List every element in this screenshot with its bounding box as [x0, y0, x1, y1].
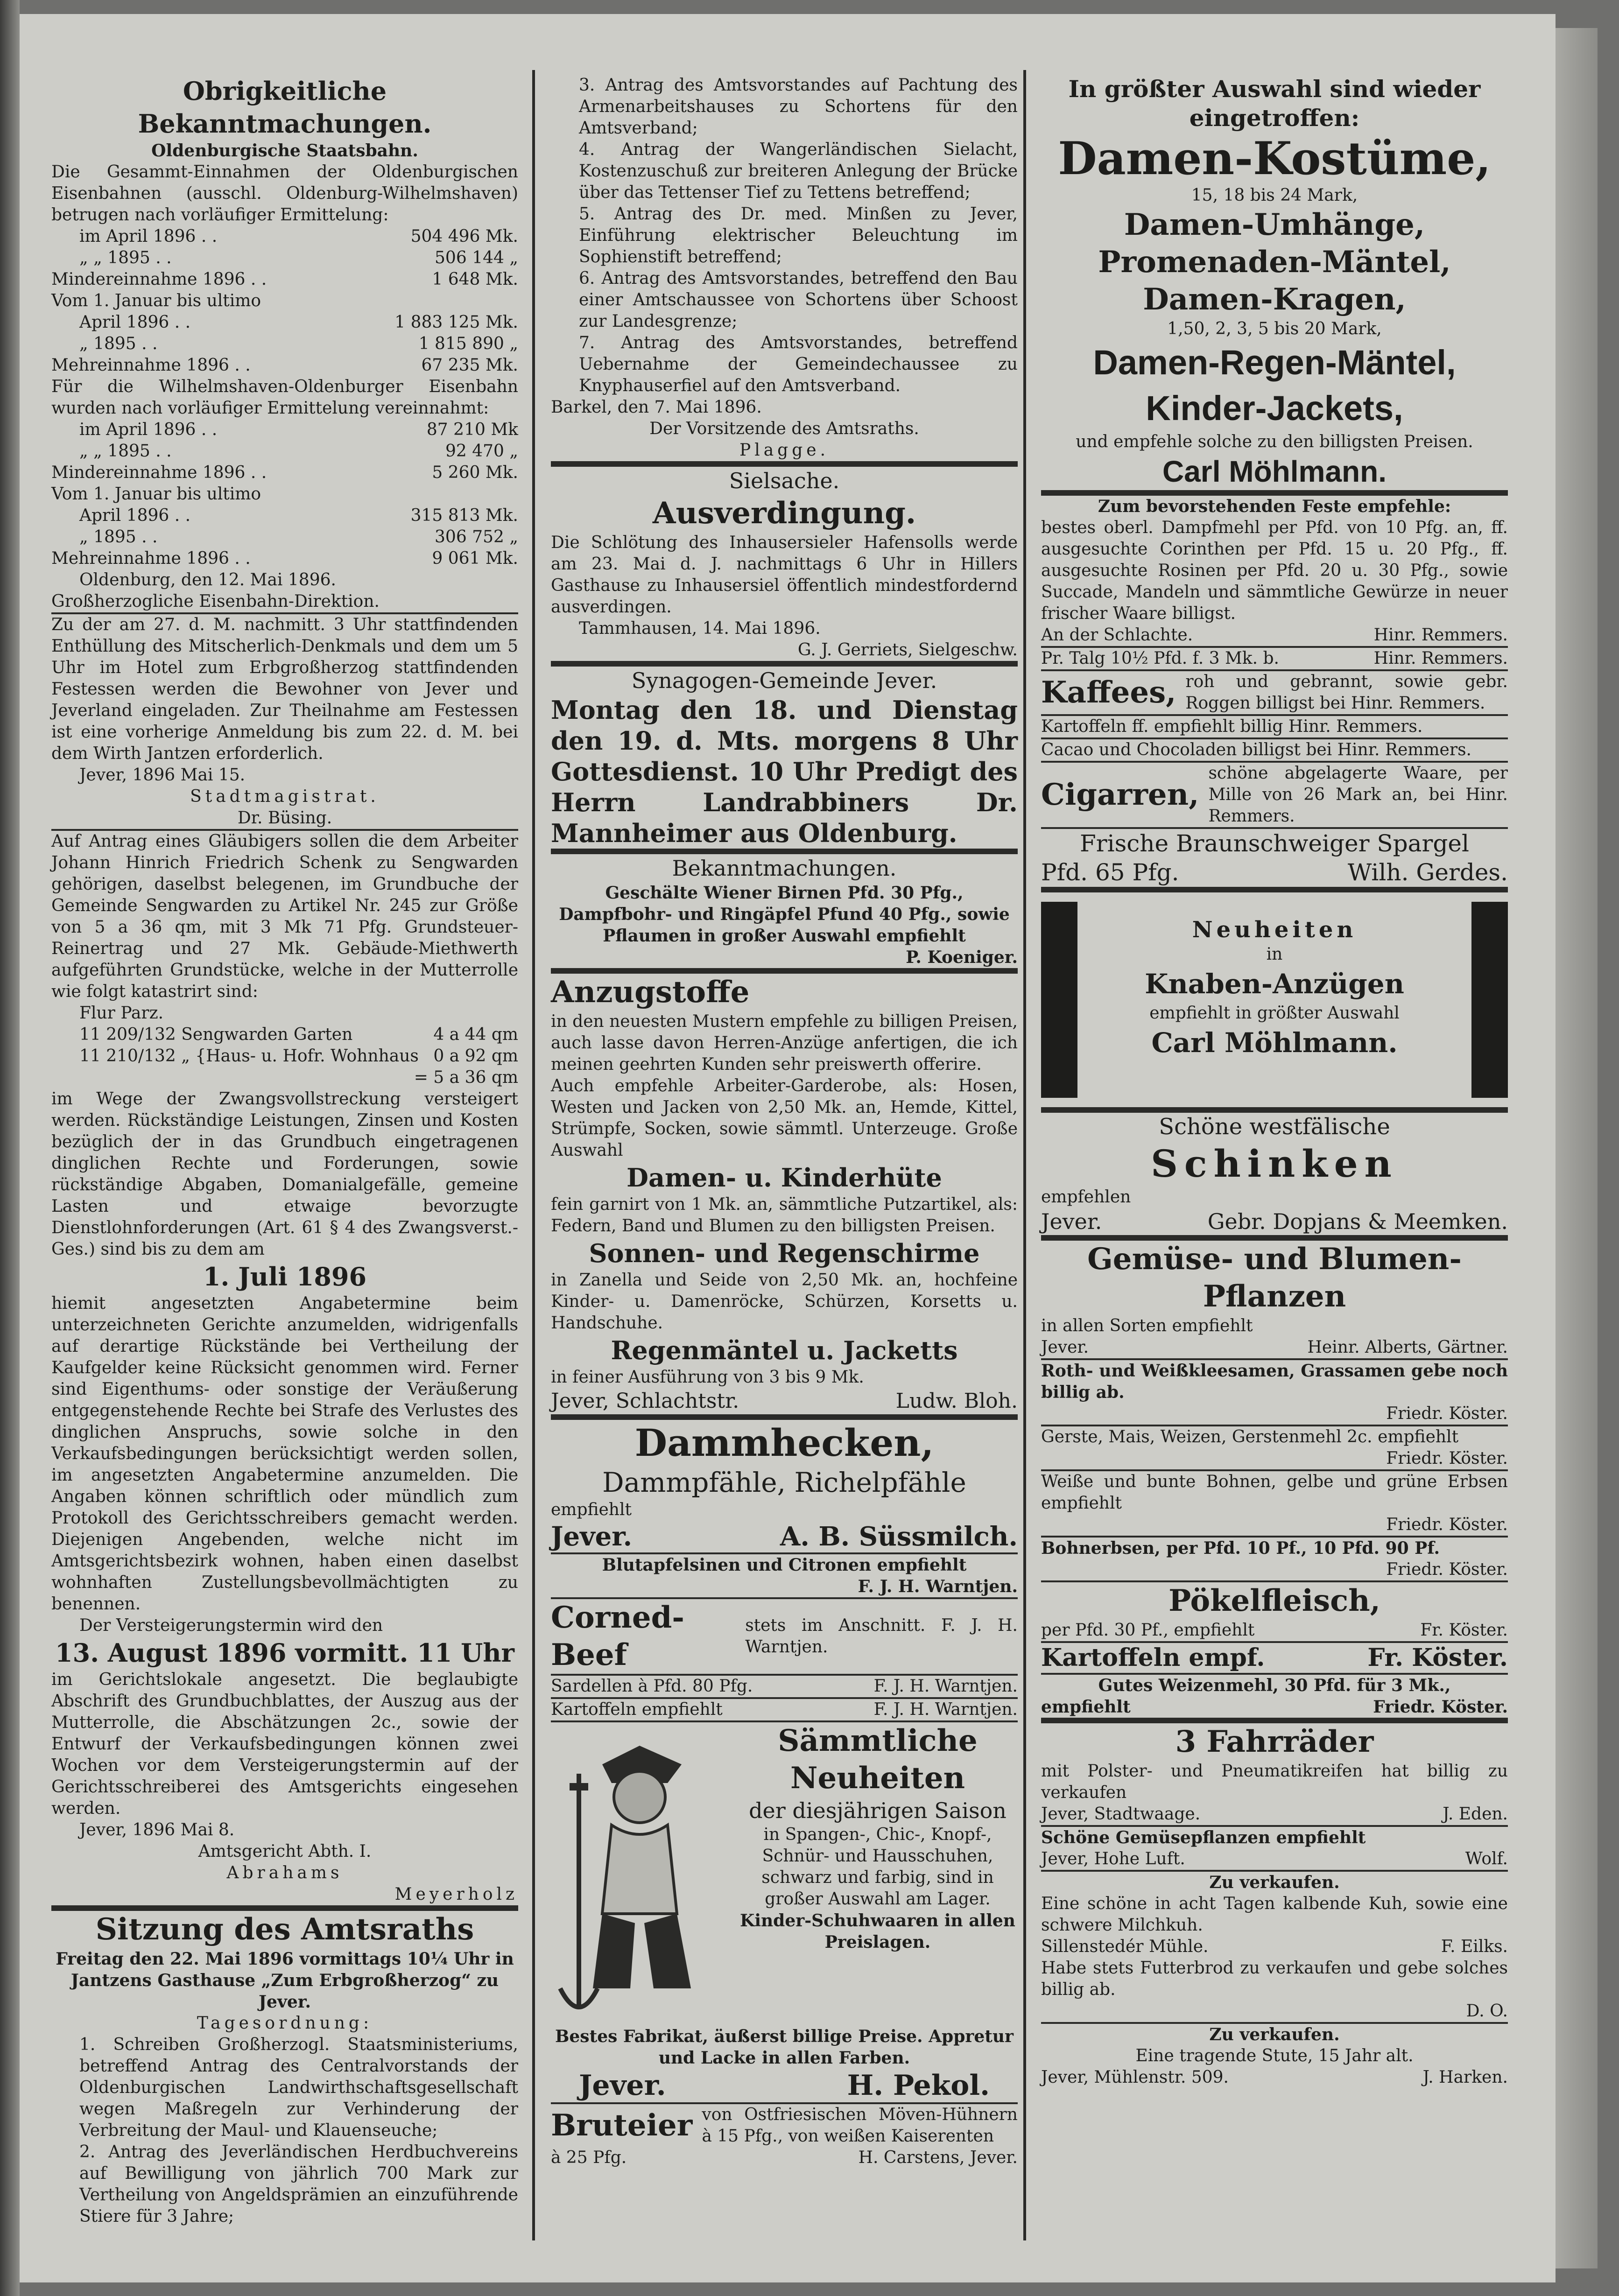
ad-text: Bestes Fabrikat, äußerst billige Preise. Appretur und Lacke in allen Farben.: [555, 2027, 1014, 2068]
knaben-ad: [1041, 902, 1508, 1098]
ad-highlight: Sonnen- und Regenschirme: [589, 1238, 980, 1268]
ad-line: An der Schlachte. Hinr. Remmers.: [1041, 625, 1508, 645]
ad-text: in den neuesten Mustern empfehle zu billigen Preisen, auch lasse davon Herren-Anzüge anfertigen, die ich meinen geehrten Kunden sehr preiswerth offerire.: [551, 1012, 1018, 1074]
agenda-item: 2. Antrag des Jeverländischen Herdbuchvereins auf Bewilligung von jährlich 700 Mark zur Vertheilung von Angeldsprämien an einzuführende Stiere für 3 Jahre;: [79, 2142, 518, 2226]
ad-title: Damen-Kragen,: [1143, 282, 1406, 317]
revenue-row: April 1896 . . 1 883 125 Mk.: [79, 313, 518, 332]
ad-line: Sardellen à Pfd. 80 Pfg. F. J. H. Warntjen.: [551, 1677, 1018, 1696]
divider-thick: [1041, 1235, 1508, 1241]
page-edge: [1556, 28, 1598, 2268]
decorative-bar: [1484, 902, 1496, 1098]
ad-text: Eine schöne in acht Tagen kalbende Kuh, sowie eine schwere Milchkuh.: [1041, 1894, 1508, 1935]
divider-thick: [551, 968, 1018, 974]
ad-line: à 25 Pfg. H. Carstens, Jever.: [551, 2148, 1018, 2167]
ad-text: bestes oberl. Dampfmehl per Pfd. von 10 Pfg. an, ff. ausgesuchte Corinthen per Pfd. 15 u. 20 Pfg., ff. ausgesuchte Rosinen per Pfd. 20 u. 30 Pfg., sowie Succade, Mandeln und sämmtliche Gewürze in neuer frischer Waare billigst.: [1041, 518, 1508, 623]
ad-subtitle: der diesjährigen Saison: [749, 1798, 1007, 1823]
decorative-bar: [1496, 902, 1508, 1098]
ad-text: Eine tragende Stute, 15 Jahr alt.: [1135, 2046, 1414, 2065]
divider-thick: [551, 849, 1018, 854]
divider-thick: [551, 661, 1018, 667]
divider-thick: [1041, 887, 1508, 892]
ad-title: Sämmtliche Neuheiten: [778, 1723, 978, 1796]
ad-text: Blutapfelsinen und Citronen empfiehlt: [602, 1555, 967, 1575]
ad-title: Corned-Beef: [551, 1600, 684, 1672]
revenue-table: [51, 419, 518, 569]
ad-highlight: Regenmäntel u. Jacketts: [611, 1335, 958, 1365]
ad-text: in: [1266, 945, 1283, 964]
revenue-table: [51, 226, 518, 376]
ad-intro: In größter Auswahl sind wieder eingetroffen:: [1068, 75, 1481, 132]
ad-text: Kinder-Schuhwaaren in allen Preislagen.: [740, 1911, 1015, 1952]
notice-title: Ausverdingung.: [652, 496, 916, 531]
ad-text: Kartoffeln ff. empfiehlt billig Hinr. Remmers.: [1041, 717, 1423, 736]
divider-thick: [51, 1905, 518, 1911]
pekol-ad: [551, 1722, 1018, 2102]
ad-title: Pökelfleisch,: [1168, 1583, 1380, 1618]
ad-title: Promenaden-Mäntel,: [1098, 245, 1451, 280]
ad-line: Kartoffeln empf. Fr. Köster.: [1041, 1643, 1508, 1672]
revenue-row: „ 1895 . . 1 815 890 „: [79, 334, 518, 353]
ad-title: Dammhecken,: [634, 1421, 934, 1465]
ad-text: schöne abgelagerte Waare, per Mille von 26 Mark an, bei Hinr. Remmers.: [1208, 764, 1508, 826]
notice-signature: Meyerholz: [394, 1885, 518, 1904]
ad-text: in Spangen-, Chic-, Knopf-, Schnür- und Hausschuhen, schwarz und farbig, sind in großer Auswahl am Lager.: [761, 1825, 994, 1909]
cigarren-ad: [1041, 763, 1508, 827]
revenue-row: „ „ 1895 . . 92 470 „: [79, 442, 518, 461]
ad-text: Habe stets Futterbrod zu verkaufen und gebe solches billig ab.: [1041, 1959, 1508, 1999]
parcel-row: 11 209/132 Sengwarden Garten 4 a 44 qm: [79, 1025, 518, 1044]
ad-line: Sillenstedér Mühle. F. Eilks.: [1041, 1937, 1508, 1956]
ad-signature: Friedr. Köster.: [1386, 1404, 1508, 1423]
agenda-heading: Tagesordnung:: [197, 2014, 373, 2033]
ad-text: empfehlen: [1041, 1187, 1131, 1207]
revenue-row: Mehreinnahme 1896 . . 9 061 Mk.: [51, 549, 518, 568]
ad-text: fein garnirt von 1 Mk. an, sämmtliche Putzartikel, als: Federn, Band und Blumen zu den billigsten Preisen.: [551, 1195, 1018, 1236]
column-left: [51, 75, 518, 2227]
ad-text: in allen Sorten empfiehlt: [1041, 1316, 1253, 1335]
ad-signature: Carl Möhlmann.: [1162, 455, 1387, 488]
ad-text: roh und gebrannt, sowie gebr. Roggen billigst bei Hinr. Remmers.: [1185, 672, 1508, 713]
ad-text: mit Polster- und Pneumatikreifen hat billig zu verkaufen: [1041, 1762, 1508, 1802]
ad-line: Jever, Mühlenstr. 509. J. Harken.: [1041, 2068, 1508, 2087]
ad-text: Cacao und Chocoladen billigst bei Hinr. Remmers.: [1041, 740, 1471, 759]
ad-text: Gerste, Mais, Weizen, Gerstenmehl 2c. empfiehlt: [1041, 1427, 1459, 1446]
ad-text: Bohnerbsen, per Pfd. 10 Pf., 10 Pfd. 90 Pf.: [1041, 1538, 1440, 1558]
notice-heading: Sielsache.: [729, 468, 840, 493]
notice-text: Der Versteigerungstermin wird den: [79, 1616, 383, 1635]
notice-text: Auf Antrag eines Gläubigers sollen die dem Arbeiter Johann Hinrich Friedrich Schenk zu Sengwarden gehörigen, daselbst belegenen, im Grundbuche der Gemeinde Sengwarden zu Artikel Nr. 245 zur Größe von 5 a 36 qm, mit 3 Mk 71 Pfg. Grundsteuer-Reinertrag und 27 Mk. Gebäude-Miethwerth aufgeführten Grundstücke, welche in der Mutterrolle wie folgt katastrirt sind:: [51, 832, 518, 1001]
ad-line: Pr. Talg 10½ Pfd. f. 3 Mk. b. Hinr. Remmers.: [1041, 649, 1508, 668]
ad-signature: D. O.: [1466, 2001, 1508, 2021]
ad-text: Auch empfehle Arbeiter-Garderobe, als: Hosen, Westen und Jacken von 2,50 Mk. an, Hemde, Kittel, Strümpfe, Socken, sowie sämmtl. Unterzeuge. Große Auswahl: [551, 1076, 1018, 1160]
column-rule: [1023, 70, 1026, 2240]
notice-text: Die Schlötung des Inhausersieler Hafensolls werde am 23. Mai d. J. nachmittags 6 Uhr in Hillers Gasthause zu Inhausersiel öffentlich mindestfordernd ausverdingen.: [551, 533, 1018, 617]
corned-ad: [551, 1599, 1018, 1674]
ad-signature: Jever, Schlachtstr. Ludw. Bloh.: [551, 1389, 1018, 1413]
ad-signature: Carl Möhlmann.: [1151, 1027, 1398, 1059]
notice-signature: Dr. Büsing.: [237, 808, 332, 828]
revenue-row: „ „ 1895 . . 506 144 „: [79, 248, 518, 267]
divider-thick: [1041, 490, 1508, 496]
book-spine: [0, 0, 20, 2296]
ad-title: Schinken: [1151, 1142, 1398, 1186]
ad-signature: Jever. A. B. Süssmilch.: [551, 1521, 1018, 1552]
revenue-row: „ 1895 . . 306 752 „: [79, 527, 518, 547]
notice-date: Jever, 1896 Mai 8.: [79, 1820, 235, 1840]
ad-line: Jever, Hohe Luft. Wolf.: [1041, 1849, 1508, 1868]
agenda-item: 5. Antrag des Dr. med. Minßen zu Jever, Einführung elektrischer Beleuchtung im Sophienstift betreffend;: [579, 204, 1018, 267]
decorative-bar: [1065, 902, 1077, 1098]
parcel-row: 11 210/132 „ {Haus- u. Hofr. Wohnhaus 0 a 92 qm: [79, 1046, 518, 1066]
ad-text: von Ostfriesischen Möven-Hühnern à 15 Pfg., von weißen Kaiserenten: [702, 2105, 1018, 2146]
ad-text: Weiße und bunte Bohnen, gelbe und grüne Erbsen empfiehlt: [1041, 1472, 1508, 1513]
notice-signature: G. J. Gerriets, Sielgeschw.: [797, 640, 1018, 660]
ad-line: Jever, Stadtwaage. J. Eden.: [1041, 1805, 1508, 1824]
notice-text: Für die Wilhelmshaven-Oldenburger Eisenbahn wurden nach vorläufiger Ermittelung vereinnahmt:: [51, 377, 518, 418]
ad-text: in feiner Ausführung von 3 bis 9 Mk.: [551, 1368, 864, 1387]
ad-title: Gemüse- und Blumen-Pflanzen: [1087, 1242, 1462, 1314]
notice-text: hiemit angesetzten Angabetermine beim unterzeichneten Gerichte anzumelden, widrigenfalls auf derartige Rückstände bei Vertheilung der Kaufgelder keine Rücksicht genommen wird. Ferner sind Eigenthums- oder sonstige der Veräußerung entgegenstehende Rechte bei Strafe des Verlustes des dinglichen Anspruchs, sowie solche in den Verkaufsbedingungen berücksichtigt werden sollen, im angesetzten Angabetermine anzumelden. Die Angaben können schriftlich oder mündlich zum Protokoll des Gerichtsschreibers gemacht werden. Diejenigen Angebenden, welche nicht im Amtsgerichtsbezirk wohnen, haben einen daselbst wohnhaften Zustellungsbevollmächtigten zu benennen.: [51, 1294, 518, 1614]
column-rule: [532, 70, 535, 2240]
ad-heading: Zu verkaufen.: [1209, 1873, 1340, 1892]
decorative-bar: [1471, 902, 1484, 1098]
notice-text: Geschälte Wiener Birnen Pfd. 30 Pfg., Dampfbohr- und Ringäpfel Pfund 40 Pfg., sowie Pflaumen in großer Auswahl empfiehlt: [559, 883, 1010, 946]
ad-line: empfiehlt Friedr. Köster.: [1041, 1697, 1508, 1717]
ad-line: Jever. Heinr. Alberts, Gärtner.: [1041, 1338, 1508, 1357]
notice-signature: Großherzogliche Eisenbahn-Direktion.: [51, 592, 380, 611]
notice-date: Tammhausen, 14. Mai 1896.: [579, 619, 821, 638]
knaben-ad-content: [1077, 902, 1471, 1098]
divider-thick: [1041, 1718, 1508, 1723]
notice-title: Oldenburgische Staatsbahn.: [151, 141, 418, 161]
ad-signature: F. J. H. Warntjen.: [858, 1577, 1018, 1596]
ad-text: Roth- und Weißkleesamen, Grassamen gebe noch billig ab.: [1041, 1361, 1508, 1402]
notice-signature: Amtsgericht Abth. I.: [198, 1842, 372, 1861]
ad-highlight: Damen- u. Kinderhüte: [626, 1163, 942, 1193]
ad-title: Kaffees,: [1041, 675, 1176, 710]
table-head: Flur Parz.: [79, 1004, 164, 1023]
ad-text: in Zanella und Seide von 2,50 Mk. an, hochfeine Kinder- u. Damenröcke, Schürzen, Korsetts u. Handschuhe.: [551, 1271, 1018, 1333]
notice-text: im Gerichtslokale angesetzt. Die beglaubigte Abschrift des Grundbuchblattes, der Auszug aus der Mutterrolle, die Abschätzungen 2c., sowie der Entwurf der Verkaufsbedingungen können zwei Wochen vor dem Versteigerungstermin auf der Gerichtsschreiberei des Amtsgerichts eingesehen werden.: [51, 1670, 518, 1818]
agenda-item: 7. Antrag des Amtsvorstandes, betreffend Uebernahme der Gemeindechaussee zu Knyphauserfiel auf den Amtsverband.: [579, 333, 1018, 395]
ad-subtitle: Dammpfähle, Richelpfähle: [602, 1467, 966, 1498]
ad-text: empfiehlt: [551, 1500, 632, 1519]
divider-thick: [551, 1414, 1018, 1420]
ad-text: Frische Braunschweiger Spargel: [1080, 830, 1469, 857]
ad-title: Damen-Umhänge,: [1124, 207, 1425, 242]
revenue-row: im April 1896 . . 87 210 Mk: [79, 420, 518, 439]
agenda-item: 1. Schreiben Großherzogl. Staatsministeriums, betreffend Antrag des Centralvorstands der Oldenburgischen Landwirthschaftsgesellschaft wegen Maßregeln zur Verhinderung der Verbreitung der Maul- und Klauenseuche;: [79, 2035, 518, 2140]
ad-signature: Friedr. Köster.: [1386, 1515, 1508, 1534]
ad-line: per Pfd. 30 Pf., empfiehlt Fr. Köster.: [1041, 1621, 1508, 1640]
anzug-ad: [551, 974, 1018, 1414]
notice-heading: Synagogen-Gemeinde Jever.: [631, 668, 937, 693]
ad-price: 1,50, 2, 3, 5 bis 20 Mark,: [1167, 319, 1382, 338]
ad-title: Bruteier: [551, 2108, 693, 2143]
ad-title: Cigarren,: [1041, 777, 1199, 812]
ad-title: Kinder-Jackets,: [1146, 389, 1403, 428]
date-highlight: 1. Juli 1896: [203, 1262, 367, 1292]
agenda-item: 3. Antrag des Amtsvorstandes auf Pachtung des Armenarbeitshauses zu Schortens für den Amtsverband;: [579, 76, 1018, 138]
ad-heading: Neuheiten: [1192, 917, 1357, 943]
ad-heading: Zum bevorstehenden Feste empfehle:: [1098, 497, 1451, 516]
ad-title: 3 Fahrräder: [1175, 1724, 1374, 1759]
ad-text: Schöne westfälische: [1159, 1114, 1390, 1140]
notice-signature: Plagge.: [739, 441, 830, 460]
divider-thick: [551, 461, 1018, 467]
ad-text: empfiehlt in größter Auswahl: [1149, 1004, 1400, 1023]
divider-thick: [1041, 1107, 1508, 1113]
notice-date: Oldenburg, den 12. Mai 1896.: [79, 570, 336, 590]
notice-date: Barkel, den 7. Mai 1896.: [551, 398, 762, 417]
notice-signature: Der Vorsitzende des Amtsraths.: [649, 419, 919, 438]
sitzung-title: Sitzung des Amtsraths: [95, 1912, 474, 1947]
ad-title: Knaben-Anzügen: [1145, 968, 1404, 1000]
ad-heading: Zu verkaufen.: [1209, 2025, 1340, 2044]
ad-text: Schöne Gemüsepflanzen empfiehlt: [1041, 1828, 1366, 1847]
notice-signature: Stadtmagistrat.: [190, 787, 380, 806]
revenue-row: Mindereinnahme 1896 . . 1 648 Mk.: [51, 270, 518, 289]
ad-title: Damen-Kostüme,: [1058, 132, 1491, 185]
agenda-item: 4. Antrag der Wangerländischen Sielacht, Kostenzuschuß zur breiteren Anlegung der Brücke über das Tettenser Tief zu Tettens betreffend;: [579, 140, 1018, 202]
ad-signature: Friedr. Köster.: [1386, 1560, 1508, 1579]
ad-signature: Jever. H. Pekol.: [579, 2069, 990, 2102]
child-figure-illustration: [551, 1727, 728, 2026]
column-right: [1041, 75, 1508, 2088]
section-heading: Obrigkeitliche Bekanntmachungen.: [138, 76, 432, 139]
revenue-row: Mindereinnahme 1896 . . 5 260 Mk.: [51, 463, 518, 482]
notice-signature: Abrahams: [226, 1863, 343, 1882]
notice-heading: Bekanntmachungen.: [672, 856, 897, 881]
revenue-row: Mehreinnahme 1896 . . 67 235 Mk.: [51, 356, 518, 375]
decorative-bar: [1053, 902, 1065, 1098]
sitzung-subtitle: Freitag den 22. Mai 1896 vormittags 10¼ Uhr in Jantzens Gasthause „Zum Erbgroßherzog“ zu Jever.: [56, 1949, 514, 2012]
decorative-bar: [1041, 902, 1053, 1098]
ad-line: Kartoffeln empfiehlt F. J. H. Warntjen.: [551, 1700, 1018, 1719]
parcel-sum: = 5 a 36 qm: [414, 1068, 518, 1087]
notice-date: Jever, 1896 Mai 15.: [79, 765, 246, 785]
ad-line: Pfd. 65 Pfg. Wilh. Gerdes.: [1041, 859, 1508, 886]
ad-title: Damen-Regen-Mäntel,: [1093, 343, 1456, 382]
notice-signature: P. Koeniger.: [906, 948, 1018, 967]
ad-line: Jever. Gebr. Dopjans & Meemken.: [1041, 1209, 1508, 1234]
ad-title: Anzugstoffe: [551, 975, 750, 1010]
notice-text: Die Gesammt-Einnahmen der Oldenburgischen Eisenbahnen (ausschl. Oldenburg-Wilhelmshaven) betrugen nach vorläufiger Ermittelung:: [51, 162, 518, 225]
revenue-row: Vom 1. Januar bis ultimo: [51, 291, 261, 310]
column-middle: [551, 75, 1018, 2169]
bruteier-ad: [551, 2104, 1018, 2147]
kaffee-ad: [1041, 671, 1508, 714]
agenda-item: 6. Antrag des Amtsvorstandes, betreffend den Bau einer Amtschaussee von Schortens über Schoost zur Landesgrenze;: [579, 269, 1018, 331]
ad-price: 15, 18 bis 24 Mark,: [1191, 186, 1358, 205]
notice-text: Montag den 18. und Dienstag den 19. d. Mts. morgens 8 Uhr Gottesdienst. 10 Uhr Predigt des Herrn Landrabbiners Dr. Mannheimer aus Oldenburg.: [551, 695, 1018, 848]
revenue-row: April 1896 . . 315 813 Mk.: [79, 506, 518, 525]
notice-text: Zu der am 27. d. M. nachmitt. 3 Uhr stattfindenden Enthüllung des Mitscherlich-Denkmals und dem um 5 Uhr im Hotel zum Erbgroßherzog stattfindenden Festessen werden die Bewohner von Jever und Jeverland eingeladen. Zur Theilnahme am Festessen ist eine vorherige Anmeldung bis zum 22. d. M. bei dem Wirth Jantzen erforderlich.: [51, 615, 518, 763]
date-highlight: 13. August 1896 vormitt. 11 Uhr: [55, 1638, 514, 1668]
revenue-row: Vom 1. Januar bis ultimo: [51, 484, 261, 504]
ad-text: Gutes Weizenmehl, 30 Pfd. für 3 Mk.,: [1098, 1676, 1451, 1695]
revenue-row: im April 1896 . . 504 496 Mk.: [79, 227, 518, 246]
ad-text: und empfehle solche zu den billigsten Preisen.: [1076, 432, 1473, 451]
notice-text: im Wege der Zwangsvollstreckung versteigert werden. Rückständige Leistungen, Zinsen und Kosten bezüglich der in das Grundbuch eingetragenen dinglichen Rechte und Forderungen, sowie rückständige Abgaben, Domanialgefälle, gemeine Lasten und etwaige bevorzugte Dienstlohnforderungen (Art. 61 § 4 des Zwangsverst.-Ges.) sind bis zu dem am: [51, 1089, 518, 1259]
ad-text: stets im Anschnitt. F. J. H. Warntjen.: [745, 1616, 1018, 1657]
ad-signature: Friedr. Köster.: [1386, 1449, 1508, 1468]
